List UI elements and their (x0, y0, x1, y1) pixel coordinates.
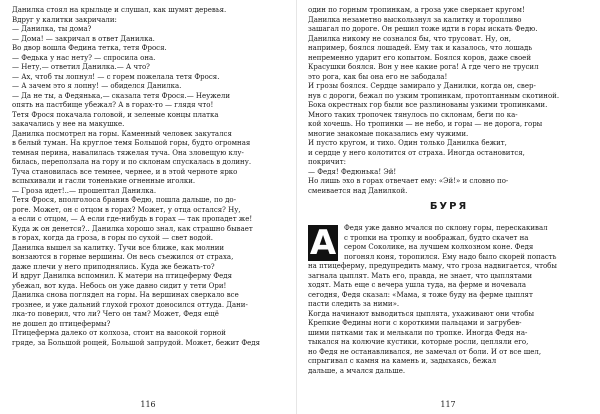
text-line: Федя уже давно мчался по склону горы, перескакивал (344, 224, 548, 232)
text-line: на птицеферму, предупредить маму, что гроза надвигается, чтобы (308, 262, 557, 270)
text-line: — Ах, чтоб ты лопнул! — с горем пожелала тетя Фрося. (12, 72, 220, 81)
text-line: Данилка вышел за калитку. Тучи все ближе, как молнии (12, 243, 225, 252)
text-line: пасти следить за ними». (308, 300, 400, 308)
text-line: вонзаются в горные вершины. Он весь съежился от страха, (12, 253, 234, 261)
text-line: Красушки боялся. Вон у нее какие рога! А где чего не трусил (308, 63, 539, 71)
text-line: — Данилка, ты дома? (12, 25, 92, 33)
text-line: смеивается над Данилкой. (308, 186, 408, 195)
text-line: Когда начинают выводиться цыплята, ухаживают они чтобы (308, 309, 535, 318)
text-line: Птицеферма далеко от колхоза, стоит на высокой горной (12, 329, 226, 337)
text-line: сером Соколике, на лучшем колхозном коне. Федя (344, 243, 534, 251)
left-page (0, 0, 296, 414)
text-line: Много таких тропочек тянулось по склонам, беги по ка- (308, 110, 518, 119)
text-line: грознее, и уже дальний глухой грохот доносился оттуда. Дани- (12, 300, 248, 309)
text-line: ходят. Мать еще с вечера ушла туда, на ферме и ночевала (308, 281, 527, 289)
text-line: многие знакомые показались ему чужими. (308, 129, 469, 138)
text-line: например, боялся лошадей. Ему так и казалось, что лошадь (308, 44, 533, 52)
section-title: БУРЯ (429, 201, 469, 212)
text-line: зашагал по дороге. Он решил тоже идти в горы искать Федю. (308, 25, 538, 33)
text-line: тыкался на колючие кустики, которые росли, цепляли его, (308, 338, 529, 346)
text-line: Туча становилась все темнее, чернее, и в этой черноте ярко (12, 167, 238, 176)
text-line: непременно ударит его копытом. Боялся коров, даже своей (308, 53, 531, 62)
text-line: Данилка снова поглядел на горы. На вершинах сверкало все (12, 291, 239, 299)
text-line: убежал, вот куда. Небось он уже давно сидит у тети Ори! (12, 281, 227, 290)
text-line: в горах, когда да гроза, в горы по сухой — свет водой. (12, 234, 213, 242)
text-line: нув с дороги, бежал по узким тропинкам, протоптанным скотиной. (308, 91, 560, 100)
text-line: — Федя! Федюнька! Эй! (308, 167, 397, 176)
text-line: Данилка никому не сознался бы, что трусоват. Ну, он, (308, 34, 511, 43)
right-page-text-bottom (308, 262, 590, 376)
text-line: Куда ж он денется?.. Данилка хорошо знал, как страшно бывает (12, 224, 253, 233)
text-line: И грозы боялся. Сердце замирало у Данилки, когда он, свер- (308, 82, 536, 90)
text-line: Вдруг у калитки закричали: (12, 15, 117, 24)
text-line: спрыгивал с камня на камень и, задыхаясь, бежал (308, 357, 497, 365)
left-page-number: 116 (140, 400, 156, 409)
text-line: лка-то поверил, что ли? Чего он там? Может, Федя ещё (12, 310, 219, 318)
text-line: не дошел до птицефермы? (12, 319, 111, 328)
text-line: погонял коня, торопился. Ему надо было скорей попасть (344, 252, 557, 261)
drop-cap: А (309, 223, 337, 263)
text-line: это рога, как бы она его не забодала! (308, 72, 448, 81)
text-line: шими пятками так и мелькали по тропке. Иногда Федя на- (308, 328, 528, 337)
text-line: закачались у нее на макушке. (12, 120, 125, 128)
text-line: покричит: (308, 158, 346, 166)
drop-cap-lines (344, 224, 590, 262)
text-line: с тропки на тропку и воображал, будто скачет на (344, 233, 529, 242)
text-line: один по горным тропинкам, а гроза уже сверкает кругом! (308, 6, 525, 14)
text-line: дальше, а мчался дальше. (308, 366, 406, 375)
text-line: в белый туман. На круглое темя Большой горы, будто огромная (12, 139, 251, 147)
text-line: — Да не ты, а Федянька,— сказала тетя Фрося.— Неужели (12, 91, 230, 100)
text-line: Данилка стоял на крыльце и слушал, как шумят деревья. (12, 6, 227, 14)
text-line: билась, переползала на гору и по склонам спускалась в долину. (12, 158, 252, 166)
text-line: Бока окрестных гор были все разлинованы узкими тропинками. (308, 101, 548, 109)
text-line: — А зачем это я лопну! — обиделся Данилка. (12, 82, 182, 90)
text-line: но Федя не останавливался, не замечал от боли. И от все шел, (308, 347, 542, 356)
text-line: и сердце у него колотится от страха. Иногда остановится, (308, 148, 525, 157)
text-line: Тетя Фрося покачала головой, и зеленые концы платка (12, 110, 219, 119)
text-line: — Гроза идет!..— прошептал Данилка. (12, 186, 157, 195)
text-line: роге. Может, он с отцом в горах? Может, у отца остался? Ну, (12, 205, 241, 214)
text-line: — Федька у нас нету? — спросила она. (12, 53, 156, 62)
text-line: Тетя Фрося, вполголоса бранив Федю, пошла дальше, по до- (12, 196, 236, 204)
text-line: а если с отцом, — А если где-нибудь в горах — так пропадет же! (12, 215, 253, 223)
text-line: даже плечи у него приподнялись. Куда же бежать-то? (12, 262, 215, 271)
text-line: сегодня, Федя сказал: «Мама, я тоже буду на ферме цыплят (308, 290, 533, 299)
text-line: Данилка незаметно выскользнул за калитку и торопливо (308, 15, 522, 24)
right-page (296, 0, 600, 414)
text-line: Но лишь эхо в горах отвечает ему: «Эй!» и словно по- (308, 177, 509, 185)
text-line: — Нету,— ответил Данилка.— А что? (12, 63, 150, 71)
text-line: И пусто кругом, и тихо. Один только Данилка бежит, (308, 139, 507, 147)
text-line: опять на пастбище убежал? А в горах-то — глядя что! (12, 101, 214, 109)
text-line: Крепкие Федины ноги с короткими пальцами и загрубев- (308, 319, 522, 327)
right-page-text-top (308, 6, 590, 196)
text-line: гряде, за Большой рощей, Большой запрудой. Может, бежит Федя (12, 338, 261, 347)
text-line: — Дома! — закричал в ответ Данилка. (12, 34, 155, 43)
drop-cap-paragraph (308, 224, 590, 262)
text-line: темная перина, навалилась тяжелая туча. Она зловещую клу- (12, 148, 244, 157)
right-page-number: 117 (440, 400, 456, 409)
text-line: вспыхивали и гасли тоненькие огненные иголки. (12, 177, 196, 185)
text-line: кой хочешь. Но тропинки — не небо, и горы — не дорога, горы (308, 120, 543, 128)
text-line: Данилка посмотрел на горы. Каменный человек закутался (12, 129, 232, 138)
left-page-text (12, 6, 289, 348)
text-line: И вдруг Данилка вспомнил. К матери на птицеферму Федя (12, 272, 233, 280)
text-line: Во двор вошла Федина тетка, тетя Фрося. (12, 44, 167, 52)
text-line: загнала цыплят. Мать его, правда, не знает, что цыплятами (308, 271, 533, 280)
